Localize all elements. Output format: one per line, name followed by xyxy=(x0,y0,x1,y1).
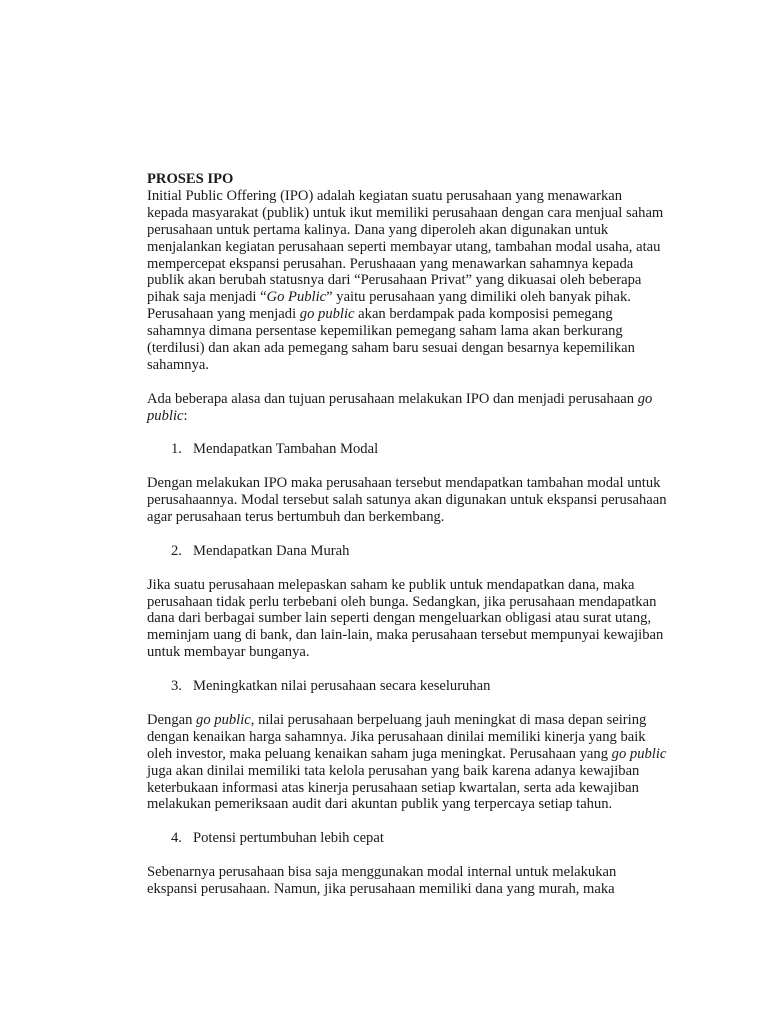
item-1-body: Dengan melakukan IPO maka perusahaan tersebut mendapatkan tambahan modal untuk perusahaannya. Modal tersebut salah satunya akan digunakan untuk ekspansi perusahaan agar perusahaan terus bertumbuh dan berkembang. xyxy=(147,475,667,526)
item-3-italic-1: go public xyxy=(196,711,251,728)
item-3-body xyxy=(147,712,667,813)
list-heading-3: Meningkatkan nilai perusahaan secara keseluruhan xyxy=(193,678,491,695)
document-page xyxy=(147,171,667,898)
item-3-text-2: , nilai perusahaan berpeluang jauh meningkat di masa depan seiring dengan kenaikan harga sahamnya. Jika perusahaan dinilai memiliki kinerja yang baik oleh investor, maka peluang kenaikan saham juga meningkat. Perusahaan yang xyxy=(147,711,647,762)
intro-italic-2: go public xyxy=(299,306,355,323)
list-heading-2: Mendapatkan Dana Murah xyxy=(193,542,350,559)
item-2-body: Jika suatu perusahaan melepaskan saham ke publik untuk mendapatkan dana, maka perusahaan tidak perlu terbebani oleh bunga. Sedangkan, jika perusahaan mendapatkan dana dari berbagai sumber lain seperti dengan mengeluarkan obligasi atau surat utang, meminjam uang di bank, dan lain-lain, maka perusahaan tersebut mempunyai kewajiban untuk membayar bunganya. xyxy=(147,576,664,661)
reasons-intro-paragraph xyxy=(147,391,667,425)
list-item-3 xyxy=(147,678,667,695)
list-item-1 xyxy=(147,441,667,458)
list-number-1: 1. xyxy=(171,441,182,458)
reasons-intro-text-1: Ada beberapa alasa dan tujuan perusahaan melakukan IPO dan menjadi perusahaan xyxy=(147,390,638,407)
item-3-text-1: Dengan xyxy=(147,711,197,728)
item-3-italic-2: go public xyxy=(611,745,667,762)
list-number-3: 3. xyxy=(171,678,182,695)
intro-text-3: akan berdampak pada komposisi pemegang sahamnya dimana persentase kepemilikan pemegang saham lama akan berkurang (terdilusi) dan akan ada pemegang saham baru sesuai dengan besarnya kepemilikan sahamnya. xyxy=(147,306,635,373)
item-4-body: Sebenarnya perusahaan bisa saja menggunakan modal internal untuk melakukan ekspansi perusahaan. Namun, jika perusahaan memiliki dana yang murah, maka xyxy=(147,864,617,897)
item-3-text-3: juga akan dinilai memiliki tata kelola perusahan yang baik karena adanya kewajiban keterbukaan informasi atas kinerja perusahaan setiap kwartalan, serta ada kewajiban melakukan pemeriksaan audit dari akuntan publik yang terpercaya setiap tahun. xyxy=(147,762,640,813)
reasons-intro-italic: go public xyxy=(147,390,653,424)
reasons-intro-text-2: : xyxy=(183,407,188,424)
list-number-2: 2. xyxy=(171,542,182,559)
intro-text-2: ” yaitu perusahaan yang dimiliki oleh banyak pihak. Perusahaan yang menjadi xyxy=(147,289,631,323)
list-number-4: 4. xyxy=(171,830,182,847)
list-heading-1: Mendapatkan Tambahan Modal xyxy=(193,441,379,458)
intro-text-1: Initial Public Offering (IPO) adalah kegiatan suatu perusahaan yang menawarkan kepada masyarakat (publik) untuk ikut memiliki perusahaan dengan cara menjual saham perusahaan untuk pertama kalinya. Dana yang diperoleh akan digunakan untuk menjalankan kegiatan perusahaan seperti membayar utang, tambahan modal usaha, atau mempercepat ekspansi perusahan. Perushaaan yang menawarkan sahamnya kepada publik akan berubah statusnya dari “Perusahaan Privat” yang dikuasai oleh beberapa pihak saja menjadi “ xyxy=(147,187,664,306)
intro-italic-1: Go Public xyxy=(266,289,327,306)
list-item-2 xyxy=(147,543,667,560)
intro-paragraph xyxy=(147,188,667,374)
list-heading-4: Potensi pertumbuhan lebih cepat xyxy=(193,830,384,847)
document-title: PROSES IPO xyxy=(147,171,234,187)
list-item-4 xyxy=(147,830,667,847)
